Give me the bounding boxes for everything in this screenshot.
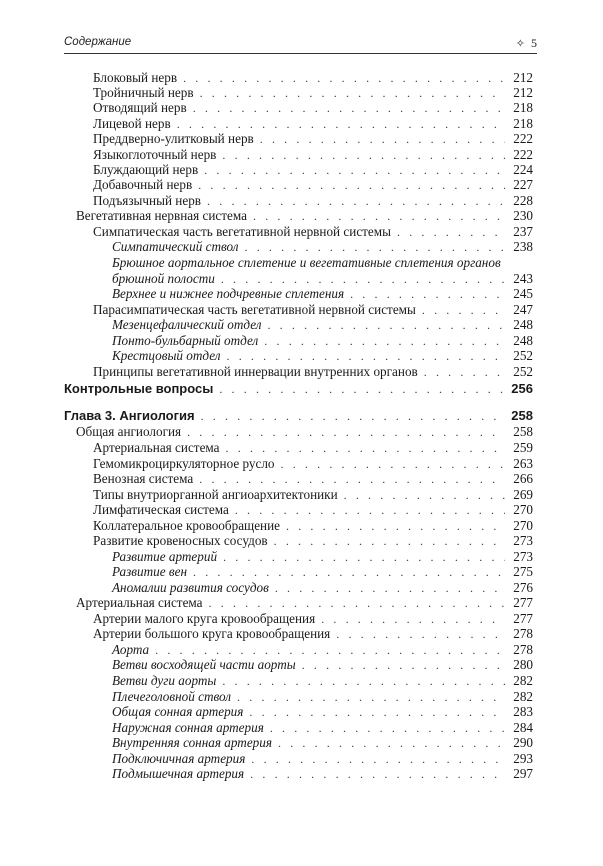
leader-dots [237, 691, 505, 704]
toc-entry[interactable] [112, 704, 533, 719]
toc-entry[interactable] [112, 720, 533, 735]
leader-dots [270, 722, 505, 735]
toc-entry-page: 228 [513, 193, 533, 208]
toc-entry-title: Подмышечная артерия [112, 766, 245, 781]
toc-entry-page: 237 [513, 224, 533, 239]
toc-entry-page: 238 [513, 239, 533, 254]
toc-entry[interactable] [112, 549, 533, 564]
toc-entry-page: 245 [513, 286, 533, 301]
toc-entry-title: Аномалии развития сосудов [112, 580, 269, 595]
page-number: 5 [531, 36, 537, 50]
toc-entry[interactable] [93, 100, 533, 115]
leader-dots [336, 628, 505, 641]
diamond-icon: ✧ [515, 38, 525, 50]
toc-entry-title: Блуждающий нерв [93, 162, 199, 177]
leader-dots [200, 87, 505, 100]
toc-entry-title: Общая ангиология [76, 424, 182, 439]
toc-entry-title: Блоковый нерв [93, 70, 178, 85]
toc-entry[interactable] [93, 533, 533, 548]
leader-dots [267, 319, 505, 332]
leader-dots [177, 118, 505, 131]
leader-dots [207, 195, 505, 208]
toc-entry-page: 283 [513, 704, 533, 719]
toc-entry-page: 282 [513, 689, 533, 704]
toc-entry[interactable] [93, 502, 533, 517]
toc-entry-page: 278 [513, 642, 533, 657]
toc-entry[interactable] [112, 271, 533, 286]
toc-entry-title: Симпатическая часть вегетативной нервной системы [93, 224, 391, 239]
toc-entry-title: Наружная сонная артерия [112, 720, 264, 735]
toc-entry-title: Артериальная система [76, 595, 203, 610]
leader-dots [397, 226, 505, 239]
leader-dots [199, 473, 505, 486]
leader-dots [250, 768, 505, 781]
toc-entry[interactable] [112, 673, 533, 688]
toc-entry-title: Развитие вен [112, 564, 187, 579]
toc-entry-page: 277 [513, 595, 533, 610]
toc-entry-page: 256 [511, 381, 533, 396]
toc-entry[interactable] [76, 208, 533, 223]
toc-entry-title: Вегетативная нервная система [76, 208, 247, 223]
leader-dots [209, 597, 505, 610]
leader-dots [321, 613, 505, 626]
toc-entry-title: Принципы вегетативной иннервации внутренних органов [93, 364, 418, 379]
toc-entry-title: Артерии малого круга кровообращения [93, 611, 316, 626]
toc-entry[interactable] [93, 626, 533, 641]
leader-dots [223, 551, 505, 564]
toc-entry-title: Типы внутриорганной ангиоархитектоники [93, 487, 338, 502]
leader-dots [278, 737, 505, 750]
toc-entry-page: 263 [513, 456, 533, 471]
leader-dots [264, 335, 505, 348]
toc-entry-page: 259 [513, 440, 533, 455]
toc-entry-title: Крестцовый отдел [112, 348, 221, 363]
toc-entry-page: 273 [513, 533, 533, 548]
toc-entry[interactable] [93, 162, 533, 177]
toc-entry-page: 280 [513, 657, 533, 672]
toc-entry-page: 278 [513, 626, 533, 641]
leader-dots [251, 753, 505, 766]
toc-entry[interactable] [112, 642, 533, 657]
leader-dots [281, 458, 505, 471]
toc-entry[interactable] [112, 689, 533, 704]
toc-entry-title: Артерии большого круга кровообращения [93, 626, 331, 641]
toc-entry[interactable] [93, 116, 533, 131]
toc-entry-page: 248 [513, 317, 533, 332]
toc-entry-title: Контрольные вопросы [64, 381, 214, 396]
leader-dots [187, 426, 505, 439]
toc-entry[interactable] [93, 302, 533, 317]
leader-dots [193, 102, 505, 115]
toc-entry-page: 222 [513, 131, 533, 146]
toc-entry-page: 266 [513, 471, 533, 486]
leader-dots [235, 504, 505, 517]
toc-entry-title-line: Брюшное аортальное сплетение и вегетативные сплетения органов [112, 255, 501, 270]
toc-entry-page: 224 [513, 162, 533, 177]
toc-entry-page: 284 [513, 720, 533, 735]
toc-entry-title: Коллатеральное кровообращение [93, 518, 281, 533]
toc-entry-title: Ветви дуги аорты [112, 673, 217, 688]
toc-entry-title: Симпатический ствол [112, 239, 239, 254]
toc-entry[interactable] [64, 408, 533, 423]
leader-dots [286, 520, 505, 533]
toc-entry[interactable] [112, 766, 533, 781]
leader-dots [193, 566, 505, 579]
toc-entry-title: Ветви восходящей части аорты [112, 657, 296, 672]
leader-dots [219, 383, 505, 396]
running-header [64, 36, 537, 52]
toc-entry[interactable] [112, 564, 533, 579]
toc-entry-page: 270 [513, 518, 533, 533]
toc-entry[interactable] [93, 193, 533, 208]
leader-dots [302, 659, 505, 672]
toc-entry[interactable] [93, 487, 533, 502]
toc-entry-page: 276 [513, 580, 533, 595]
toc-entry[interactable] [93, 518, 533, 533]
toc-entry-title: Внутренняя сонная артерия [112, 735, 272, 750]
toc-entry-page: 269 [513, 487, 533, 502]
toc-entry-title: Мезенцефалический отдел [112, 317, 262, 332]
toc-entry-title: Гемомикроциркуляторное русло [93, 456, 275, 471]
toc-entry-page: 218 [513, 116, 533, 131]
toc-entry-title: Преддверно-улитковый нерв [93, 131, 254, 146]
toc-entry[interactable] [112, 348, 533, 363]
header-title: Содержание [64, 36, 132, 48]
toc-entry-page: 248 [513, 333, 533, 348]
toc-entry[interactable] [93, 440, 533, 455]
toc-entry-title: Добавочный нерв [93, 177, 193, 192]
toc-entry-title: Языкоглоточный нерв [93, 147, 217, 162]
leader-dots [227, 350, 505, 363]
toc-entry[interactable] [93, 456, 533, 471]
toc-entry-page: 243 [513, 271, 533, 286]
toc-entry[interactable] [93, 177, 533, 192]
toc-entry-page: 252 [513, 364, 533, 379]
leader-dots [260, 133, 505, 146]
toc-entry[interactable] [112, 333, 533, 348]
toc-entry-title: Подключичная артерия [112, 751, 246, 766]
leader-dots [245, 241, 505, 254]
toc-entry-page: 275 [513, 564, 533, 579]
toc-entry-title: Глава 3. Ангиология [64, 408, 195, 423]
toc-entry-title: Венозная система [93, 471, 194, 486]
leader-dots [204, 164, 505, 177]
toc-entry[interactable] [64, 381, 533, 396]
toc-entry-page: 293 [513, 751, 533, 766]
toc-entry-page: 258 [513, 424, 533, 439]
leader-dots [274, 535, 505, 548]
leader-dots [424, 366, 505, 379]
toc-entry-title: Аорта [112, 642, 150, 657]
leader-dots [350, 288, 505, 301]
toc-entry-title: Тройничный нерв [93, 85, 194, 100]
toc-entry-page: 212 [513, 85, 533, 100]
toc-entry-page: 273 [513, 549, 533, 564]
leader-dots [253, 210, 505, 223]
toc-entry[interactable] [112, 751, 533, 766]
toc-entry[interactable] [93, 224, 533, 239]
toc-entry-page: 230 [513, 208, 533, 223]
toc-entry-title: Лицевой нерв [93, 116, 171, 131]
toc-entry[interactable] [112, 286, 533, 301]
toc-entry-page: 258 [511, 408, 533, 423]
toc-entry[interactable] [76, 595, 533, 610]
header-page-number [516, 36, 537, 51]
leader-dots [221, 273, 505, 286]
toc-entry-title: Подъязычный нерв [93, 193, 202, 208]
leader-dots [198, 179, 505, 192]
toc-entry[interactable] [93, 364, 533, 379]
leader-dots [222, 149, 505, 162]
toc-entry-page: 252 [513, 348, 533, 363]
toc-entry[interactable] [76, 424, 533, 439]
toc-entry[interactable] [112, 317, 533, 332]
toc-entry-page: 227 [513, 177, 533, 192]
header-rule [64, 53, 537, 54]
toc-entry-page: 282 [513, 673, 533, 688]
toc-entry-title: Лимфатическая система [93, 502, 229, 517]
toc-entry-title: Развитие артерий [112, 549, 218, 564]
toc-entry[interactable] [93, 611, 533, 626]
toc-entry[interactable] [93, 471, 533, 486]
toc-entry[interactable] [93, 70, 533, 85]
toc-entry-title: Артериальная система [93, 440, 220, 455]
toc-entry-title: Понто-бульбарный отдел [112, 333, 259, 348]
leader-dots [275, 582, 505, 595]
toc-entry-title: брюшной полости [112, 271, 215, 286]
toc-entry-page: 270 [513, 502, 533, 517]
toc-entry-title: Отводящий нерв [93, 100, 187, 115]
leader-dots [183, 72, 505, 85]
toc-entry[interactable] [93, 147, 533, 162]
toc-entry-page: 212 [513, 70, 533, 85]
toc-entry-title: Развитие кровеносных сосудов [93, 533, 268, 548]
toc-entry[interactable] [112, 735, 533, 750]
toc-entry-page: 222 [513, 147, 533, 162]
toc-entry-page: 247 [513, 302, 533, 317]
toc-entry-page: 297 [513, 766, 533, 781]
toc-entry[interactable] [112, 239, 533, 254]
toc-entry-page: 290 [513, 735, 533, 750]
toc-entry[interactable] [93, 131, 533, 146]
toc-entry-page: 277 [513, 611, 533, 626]
leader-dots [226, 442, 505, 455]
leader-dots [222, 675, 505, 688]
leader-dots [344, 489, 505, 502]
leader-dots [201, 410, 505, 423]
leader-dots [155, 644, 505, 657]
toc-entry[interactable] [112, 657, 533, 672]
toc-entry-title: Общая сонная артерия [112, 704, 244, 719]
toc-entry[interactable] [93, 85, 533, 100]
leader-dots [422, 304, 505, 317]
toc-entry[interactable] [112, 580, 533, 595]
toc-entry-title: Верхнее и нижнее подчревные сплетения [112, 286, 345, 301]
toc-entry-page: 218 [513, 100, 533, 115]
leader-dots [249, 706, 505, 719]
toc-entry-title: Плечеголовной ствол [112, 689, 232, 704]
toc-entry-title: Парасимпатическая часть вегетативной нервной системы [93, 302, 416, 317]
